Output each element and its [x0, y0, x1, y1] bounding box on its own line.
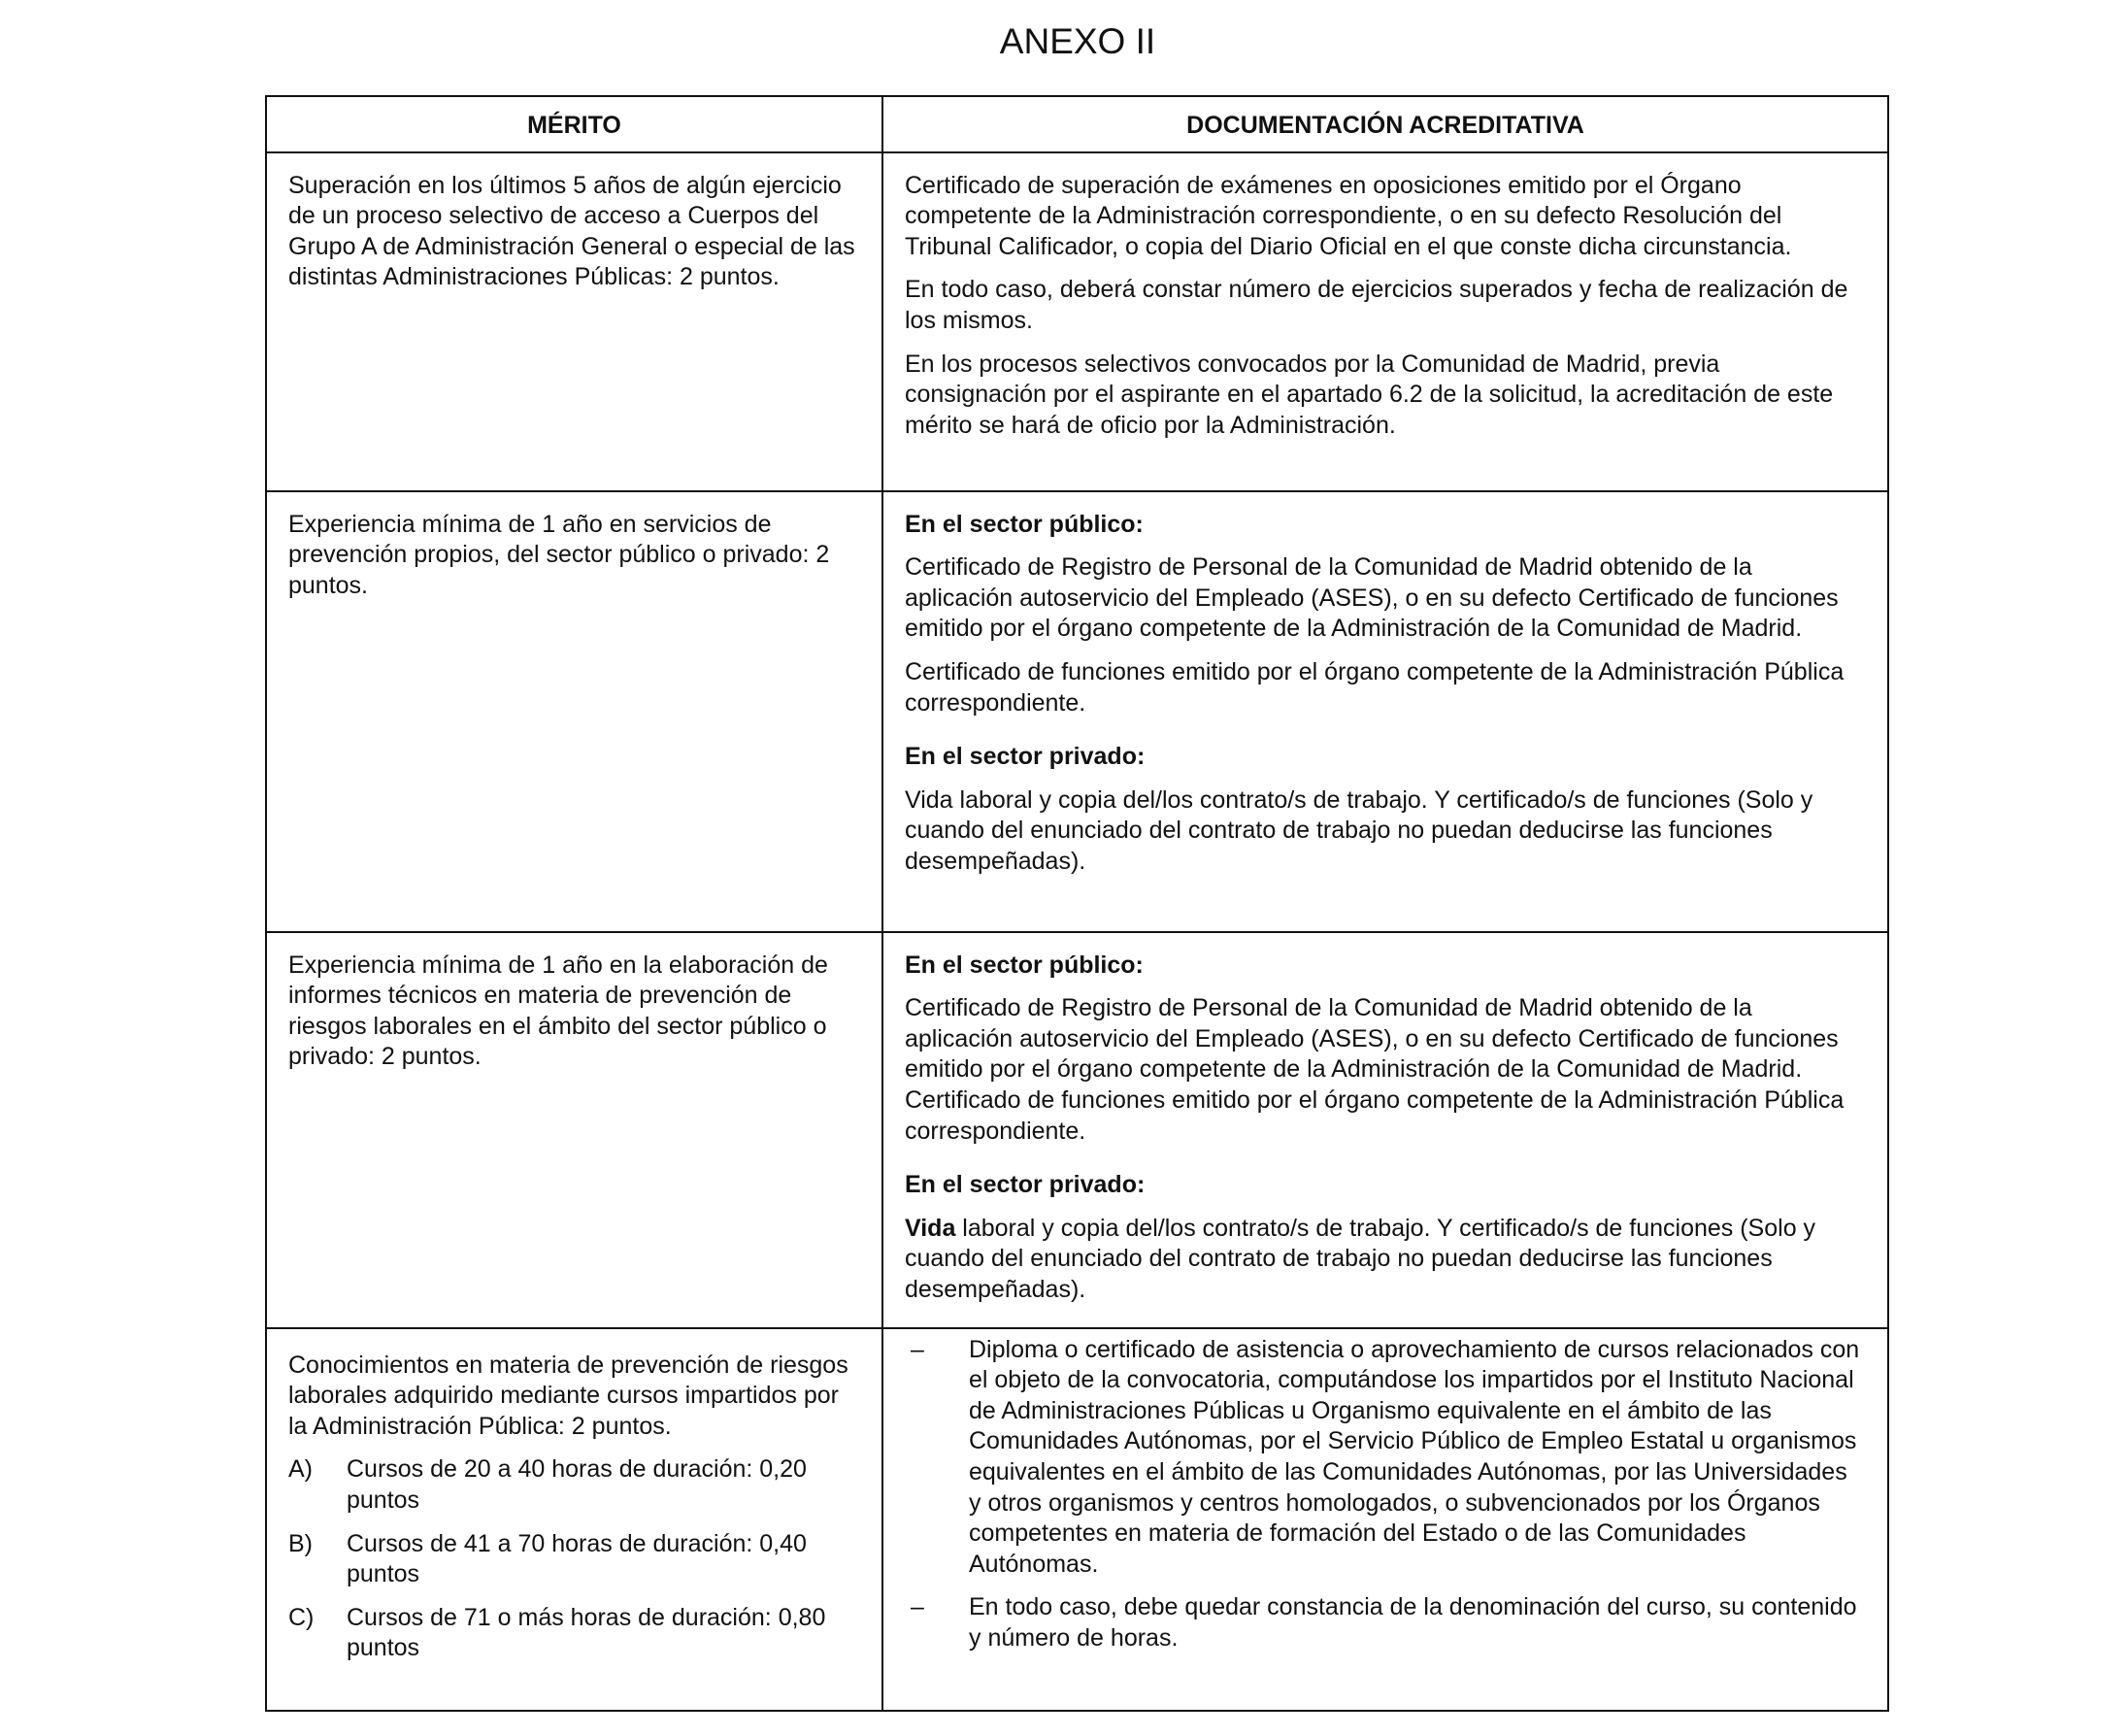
table-row	[266, 1328, 1888, 1711]
option-marker: C)	[288, 1603, 315, 1631]
merits-table	[265, 95, 1889, 1712]
merito-text: Experiencia mínima de 1 año en servicios de prevención propios, del sector público o privado: 2 puntos.	[288, 510, 830, 599]
bullet-text: En todo caso, debe quedar constancia de la denominación del curso, su contenido y número de horas.	[969, 1593, 1857, 1652]
dash-icon: –	[911, 1593, 924, 1621]
doc-text: Certificado de Registro de Personal de la Comunidad de Madrid obtenido de la aplicación autoservicio del Empleado (ASES), o en su defecto Certificado de funciones emitido por el órgano competente de la Administración de la Comunidad de Madrid. Certificado de funciones emitido por el órgano competente de la Administración Pública correspondiente.	[905, 994, 1845, 1145]
section-heading: En el sector privado:	[905, 743, 1146, 771]
section-heading: En el sector público:	[905, 951, 1144, 979]
doc-text: En todo caso, deberá constar número de ejercicios superados y fecha de realización de los mismos.	[905, 276, 1848, 334]
merito-text: Superación en los últimos 5 años de algún ejercicio de un proceso selectivo de acceso a Cuerpos del Grupo A de Administración General o especial de las distintas Administraciones Públicas: 2 puntos.	[288, 171, 855, 291]
bullet-item	[905, 1335, 1866, 1581]
option-marker: A)	[288, 1455, 313, 1484]
bullet-text: Diploma o certificado de asistencia o aprovechamiento de cursos relacionados con el objeto de la convocatoria, computándose los impartidos por el Instituto Nacional de Administraciones Públicas u Organismo equivalente en el ámbito de las Comunidades Autónomas, por el Servicio Público de Empleo Estatal u organismos equivalentes en el ámbito de las Comunidades Autónomas, por las Universidades y otros organismos y centros homologados, o subvencionados por los Órganos competentes en materia de formación del Estado o de las Comunidades Autónomas.	[969, 1335, 1860, 1578]
table-header	[266, 96, 1888, 152]
option-item	[288, 1529, 860, 1590]
option-text: Cursos de 20 a 40 horas de duración: 0,20 puntos	[347, 1455, 807, 1514]
doc-text: En los procesos selectivos convocados por la Comunidad de Madrid, previa consignación por el aspirante en el apartado 6.2 de la solicitud, la acreditación de este mérito se hará de oficio por la Administración.	[905, 350, 1834, 439]
merito-text: Experiencia mínima de 1 año en la elaboración de informes técnicos en materia de prevención de riesgos laborales en el ámbito del sector público o privado: 2 puntos.	[288, 951, 828, 1071]
dash-icon: –	[911, 1335, 924, 1363]
table-row	[266, 152, 1888, 491]
bold-word: Vida	[905, 1214, 956, 1242]
doc-text: Certificado de funciones emitido por el órgano competente de la Administración Pública correspondiente.	[905, 657, 1845, 717]
doc-text-rest: laboral y copia del/los contrato/s de trabajo. Y certificado/s de funciones (Solo y cuando del enunciado del contrato de trabajo no puedan deducirse las funciones desempeñadas).	[905, 1214, 1816, 1303]
doc-text: Certificado de Registro de Personal de la Comunidad de Madrid obtenido de la aplicación autoservicio del Empleado (ASES), o en su defecto Certificado de funciones emitido por el órgano competente de la Administración de la Comunidad de Madrid.	[905, 553, 1839, 643]
option-text: Cursos de 41 a 70 horas de duración: 0,40 puntos	[347, 1529, 807, 1588]
section-heading: En el sector público:	[905, 510, 1144, 538]
page-title: ANEXO II	[999, 21, 1156, 61]
header-documentacion: DOCUMENTACIÓN ACREDITATIVA	[882, 96, 1888, 152]
merito-text: Conocimientos en materia de prevención de riesgos laborales adquirido mediante cursos impartidos por la Administración Pública: 2 puntos.	[288, 1351, 848, 1440]
doc-text: Certificado de superación de exámenes en oposiciones emitido por el Órgano competente de la Administración correspondiente, o en su defecto Resolución del Tribunal Calificador, o copia del Diario Oficial en el que conste dicha circunstancia.	[905, 171, 1792, 260]
option-item	[288, 1603, 860, 1664]
option-marker: B)	[288, 1529, 313, 1557]
doc-text: Vida laboral y copia del/los contrato/s de trabajo. Y certificado/s de funciones (Solo y cuando del enunciado del contrato de trabajo no puedan deducirse las funciones desempeñadas).	[905, 785, 1813, 875]
bullet-item	[905, 1592, 1866, 1653]
option-item	[288, 1454, 860, 1516]
header-merito: MÉRITO	[266, 96, 882, 152]
table-row	[266, 932, 1888, 1328]
option-text: Cursos de 71 o más horas de duración: 0,80 puntos	[347, 1603, 826, 1662]
doc-text	[905, 1214, 1866, 1306]
table-row	[266, 491, 1888, 932]
section-heading: En el sector privado:	[905, 1171, 1146, 1199]
